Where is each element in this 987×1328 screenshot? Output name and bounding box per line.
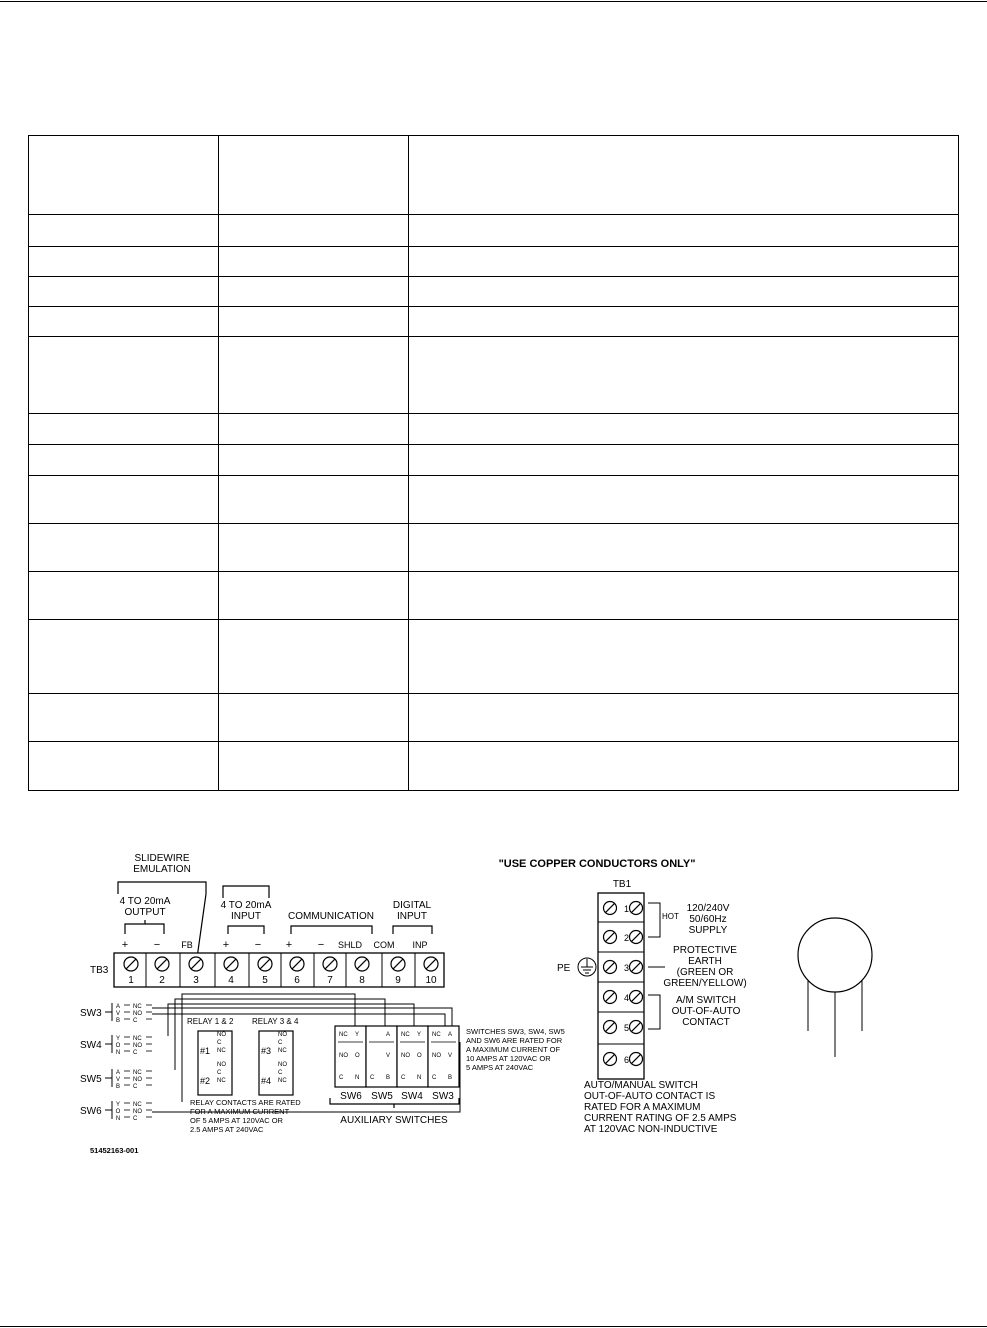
relay-note-line: RELAY CONTACTS ARE RATED [190, 1098, 301, 1107]
switch-contact-label: NO [133, 1043, 142, 1049]
table-row [29, 307, 959, 337]
relay-contact-label: NO [278, 1032, 287, 1038]
table-cell [219, 445, 409, 476]
aux-contact-label: C [401, 1075, 406, 1081]
table-cell [219, 337, 409, 414]
am-note-line: RATED FOR A MAXIMUM [584, 1102, 701, 1113]
earth-label: (GREEN OR [676, 967, 734, 978]
tb3-screw-icon [258, 957, 272, 971]
tb3-screw-icon [189, 957, 203, 971]
switch-contact-label: NC [133, 1004, 142, 1010]
aux-switch-label: SW3 [432, 1091, 454, 1102]
tb3-terminal-number: 5 [262, 975, 268, 986]
switch-letter: Y [115, 1102, 121, 1108]
relay-contact-label: NO [217, 1062, 226, 1068]
switch-bracket [105, 1035, 112, 1053]
tb3-plus: + [222, 939, 230, 951]
table-cell [409, 307, 959, 337]
aux-contact-label: C [432, 1075, 437, 1081]
relay-contact-label: NC [217, 1078, 226, 1084]
table-row [29, 694, 959, 742]
output-label: 4 TO 20mA [119, 896, 171, 907]
hot-bracket [648, 903, 660, 937]
earth-symbol-icon [578, 958, 596, 976]
am-note-line: OUT-OF-AUTO CONTACT IS [584, 1091, 716, 1102]
switch-contact-label: C [133, 1084, 138, 1090]
relay-4-label: #4 [261, 1076, 272, 1086]
table-cell [29, 247, 219, 277]
tb3-terminal-number: 8 [359, 975, 365, 986]
tb3-terminal-number: 10 [425, 975, 437, 986]
table-cell [409, 694, 959, 742]
table-cell [29, 694, 219, 742]
table-header-cell [29, 136, 219, 215]
digital-input-bracket [393, 926, 432, 934]
relay-34-label: RELAY 3 & 4 [252, 1017, 299, 1026]
am-switch-label: A/M SWITCH [676, 995, 736, 1006]
communication-label: COMMUNICATION [288, 911, 374, 922]
am-note-line: CURRENT RATING OF 2.5 AMPS [584, 1113, 737, 1124]
tb1-screw-icon [630, 902, 643, 915]
table-cell [409, 620, 959, 694]
switch-label-sw6: SW6 [80, 1106, 102, 1117]
relay-contact-label: NC [217, 1048, 226, 1054]
aux-contact-label: V [386, 1053, 391, 1059]
connector-icon [798, 918, 872, 1057]
aux-contact-label: N [355, 1075, 360, 1081]
table-cell [409, 476, 959, 524]
tb3-plus: + [285, 939, 293, 951]
aux-switch-label: SW6 [340, 1091, 362, 1102]
tb1-screw-icon [630, 991, 643, 1004]
tb1-terminal-number: 1 [624, 904, 630, 914]
specification-table [28, 135, 959, 791]
relay-contact-label: C [278, 1070, 283, 1076]
aux-contact-label: Y [417, 1032, 422, 1038]
switch-letter: O [115, 1043, 121, 1049]
table-cell [29, 742, 219, 791]
auxiliary-switches [330, 1026, 565, 1126]
switch-label-sw5: SW5 [80, 1074, 102, 1085]
relay-3-label: #3 [261, 1046, 272, 1056]
slidewire-label: SLIDEWIRE [134, 853, 190, 864]
tb3-minus: − [317, 939, 325, 951]
output-bracket [125, 920, 164, 934]
table-cell [219, 476, 409, 524]
tb1-screw-icon [604, 991, 617, 1004]
slidewire-label: EMULATION [133, 864, 191, 875]
tb1-terminal-number: 2 [624, 933, 630, 943]
tb3-screw-icon [124, 957, 138, 971]
aux-note-line: 10 AMPS AT 120VAC OR [466, 1054, 551, 1063]
relay-12-label: RELAY 1 & 2 [187, 1017, 234, 1026]
input-label: INPUT [231, 911, 261, 922]
aux-contact-label: NC [401, 1032, 410, 1038]
tb3-screw-icon [391, 957, 405, 971]
am-switch-label: CONTACT [682, 1017, 730, 1028]
relay-contacts [187, 1017, 301, 1134]
switch-contact-label: C [133, 1116, 138, 1122]
digital-input-label: DIGITAL [392, 900, 432, 911]
footer-rule [0, 1326, 987, 1327]
switch-letter: B [115, 1084, 121, 1090]
aux-contact-label: NO [339, 1053, 348, 1059]
aux-note-line: AND SW6 ARE RATED FOR [466, 1036, 563, 1045]
table-cell [29, 445, 219, 476]
tb3-com: COM [373, 940, 395, 950]
input-top-bracket [223, 886, 269, 898]
slidewire-bracket [118, 882, 206, 894]
digital-input-label: INPUT [397, 911, 427, 922]
tb1-screw-icon [604, 1021, 617, 1034]
aux-contact-label: V [448, 1053, 453, 1059]
table-cell [29, 337, 219, 414]
table-cell [29, 620, 219, 694]
tb3-screw-icon [424, 957, 438, 971]
tb3-terminal-number: 6 [294, 975, 300, 986]
table-cell [409, 215, 959, 247]
table-header-cell [219, 136, 409, 215]
switch-letter: N [115, 1116, 121, 1122]
table-cell [219, 694, 409, 742]
table-cell [219, 742, 409, 791]
relay-2-label: #2 [200, 1076, 211, 1086]
communication-bracket [291, 926, 372, 934]
slidewire-fb-line [197, 894, 206, 958]
table-cell [219, 620, 409, 694]
aux-contact-label: NC [432, 1032, 441, 1038]
aux-contact-label: Y [355, 1032, 360, 1038]
aux-note-line: A MAXIMUM CURRENT OF [466, 1045, 561, 1054]
tb1-strip [598, 893, 644, 1079]
tb1-terminal-block [557, 879, 747, 1135]
aux-contact-label: B [386, 1075, 391, 1081]
tb1-screw-icon [604, 961, 617, 974]
pe-label: PE [557, 963, 571, 974]
table-row [29, 414, 959, 445]
table-cell [409, 524, 959, 572]
table-header-cell [409, 136, 959, 215]
tb1-terminal-number: 4 [624, 993, 630, 1003]
tb3-terminal-number: 2 [159, 975, 165, 986]
aux-switch-label: SW5 [371, 1091, 393, 1102]
table-cell [29, 277, 219, 307]
aux-contact-label: O [355, 1053, 360, 1059]
tb1-screw-icon [604, 1053, 617, 1066]
tb3-inp: INP [412, 940, 428, 950]
tb3-minus: − [153, 939, 161, 951]
aux-contact-label: O [417, 1053, 422, 1059]
tb3-minus: − [254, 939, 262, 951]
tb3-screw-icon [224, 957, 238, 971]
am-bracket [648, 995, 660, 1029]
aux-contact-label: NO [401, 1053, 410, 1059]
tb1-terminal-number: 5 [624, 1023, 630, 1033]
tb3-screw-icon [323, 957, 337, 971]
switch-contact-label: NC [133, 1102, 142, 1108]
earth-label: PROTECTIVE [673, 945, 737, 956]
aux-contact-label: B [448, 1075, 453, 1081]
tb1-screw-icon [630, 1053, 643, 1066]
aux-contact-label: C [339, 1075, 344, 1081]
aux-contact-label: A [448, 1032, 453, 1038]
tb3-screw-icon [155, 957, 169, 971]
tb1-terminal-number: 3 [624, 963, 630, 973]
table-cell [219, 414, 409, 445]
relay-contact-label: C [217, 1070, 222, 1076]
tb3-terminal-number: 4 [228, 975, 234, 986]
relay-note-line: OF 5 AMPS AT 120VAC OR [190, 1116, 283, 1125]
aux-contact-label: NC [339, 1032, 348, 1038]
relay-note-line: 2.5 AMPS AT 240VAC [190, 1125, 264, 1134]
table-row [29, 524, 959, 572]
earth-label: EARTH [688, 956, 722, 967]
tb3-terminal-number: 7 [327, 975, 333, 986]
tb3-terminal-block [90, 853, 444, 987]
table-cell [409, 445, 959, 476]
aux-contact-label: A [386, 1032, 391, 1038]
table-cell [409, 742, 959, 791]
supply-label: 120/240V [686, 903, 730, 914]
switch-contact-label: NO [133, 1011, 142, 1017]
switch-letter: A [115, 1004, 121, 1010]
header-rule [0, 1, 987, 2]
table-row [29, 476, 959, 524]
table-cell [29, 524, 219, 572]
copper-note: "USE COPPER CONDUCTORS ONLY" [498, 858, 696, 870]
table-cell [219, 524, 409, 572]
figure-id: 51452163-001 [90, 1146, 139, 1155]
table-row [29, 572, 959, 620]
switch-letter: V [115, 1011, 121, 1017]
am-note-line: AT 120VAC NON-INDUCTIVE [584, 1124, 718, 1135]
tb3-terminal-number: 3 [193, 975, 199, 986]
am-note-line: AUTO/MANUAL SWITCH [584, 1080, 698, 1091]
switch-label-sw3: SW3 [80, 1008, 102, 1019]
tb3-terminal-number: 1 [128, 975, 134, 986]
relay-contact-label: C [217, 1040, 222, 1046]
am-switch-label: OUT-OF-AUTO [671, 1006, 741, 1017]
tb3-screw-icon [355, 957, 369, 971]
table-row [29, 277, 959, 307]
relay-1-label: #1 [200, 1046, 211, 1056]
table-cell [29, 476, 219, 524]
table-row [29, 742, 959, 791]
tb3-terminal-number: 9 [395, 975, 401, 986]
switch-contact-label: NC [133, 1070, 142, 1076]
switch-letter: O [115, 1109, 121, 1115]
supply-label: 50/60Hz [689, 914, 727, 925]
tb3-shld: SHLD [337, 940, 363, 950]
relay-contact-label: NC [278, 1048, 287, 1054]
relay-note-line: FOR A MAXIMUM CURRENT [190, 1107, 290, 1116]
aux-contact-label: NO [432, 1053, 441, 1059]
switch-letter: A [115, 1070, 121, 1076]
relay-contact-label: NO [217, 1032, 226, 1038]
table-cell [409, 277, 959, 307]
table-cell [409, 414, 959, 445]
tb1-terminal-number: 6 [624, 1055, 630, 1065]
input-label: 4 TO 20mA [220, 900, 272, 911]
relay-contact-label: NC [278, 1078, 287, 1084]
tb1-screw-icon [604, 931, 617, 944]
switch-label-sw4: SW4 [80, 1040, 102, 1051]
switch-contact-labels [80, 1003, 152, 1122]
table-cell [409, 572, 959, 620]
tb1-screw-icon [630, 931, 643, 944]
switch-contact-label: C [133, 1018, 138, 1024]
switch-letter: V [115, 1077, 121, 1083]
aux-contact-label: C [370, 1075, 375, 1081]
table-row [29, 620, 959, 694]
relay-contact-label: C [278, 1040, 283, 1046]
table-cell [29, 215, 219, 247]
table-cell [409, 247, 959, 277]
switch-contact-label: NO [133, 1077, 142, 1083]
table-row [29, 445, 959, 476]
output-label: OUTPUT [124, 907, 166, 918]
tb1-screw-icon [630, 1021, 643, 1034]
switch-bracket [105, 1101, 112, 1119]
tb3-screw-icon [290, 957, 304, 971]
aux-switch-label: SW4 [401, 1091, 423, 1102]
table-cell [219, 277, 409, 307]
switch-bracket [105, 1003, 112, 1021]
table-cell [409, 337, 959, 414]
table-cell [29, 572, 219, 620]
table-cell [219, 215, 409, 247]
tb1-label: TB1 [612, 879, 632, 890]
tb3-label: TB3 [90, 965, 109, 976]
table-row [29, 215, 959, 247]
aux-contact-label: N [417, 1075, 422, 1081]
switch-contact-label: NC [133, 1036, 142, 1042]
tb3-plus: + [121, 939, 129, 951]
switch-contact-label: C [133, 1050, 138, 1056]
tb1-screw-icon [604, 902, 617, 915]
aux-note-line: 5 AMPS AT 240VAC [466, 1063, 534, 1072]
table-cell [219, 247, 409, 277]
table-cell [219, 307, 409, 337]
earth-label: GREEN/YELLOW) [663, 978, 747, 989]
hot-label: HOT [662, 912, 679, 921]
switch-bracket [105, 1069, 112, 1087]
table-row [29, 247, 959, 277]
aux-caption: AUXILIARY SWITCHES [340, 1115, 448, 1126]
switch-letter: Y [115, 1036, 121, 1042]
table-cell [29, 414, 219, 445]
switch-contact-label: NO [133, 1109, 142, 1115]
tb1-screw-icon [630, 961, 643, 974]
tb3-fb: FB [181, 940, 193, 950]
relay-contact-label: NO [278, 1062, 287, 1068]
switch-letter: B [115, 1018, 121, 1024]
table-cell [29, 307, 219, 337]
table-row [29, 337, 959, 414]
supply-label: SUPPLY [688, 925, 728, 936]
wiring-diagram [0, 840, 987, 1160]
aux-note-line: SWITCHES SW3, SW4, SW5 [466, 1027, 565, 1036]
switch-letter: N [115, 1050, 121, 1056]
table-cell [219, 572, 409, 620]
input-bracket [228, 926, 264, 934]
table-header-row [29, 136, 959, 215]
